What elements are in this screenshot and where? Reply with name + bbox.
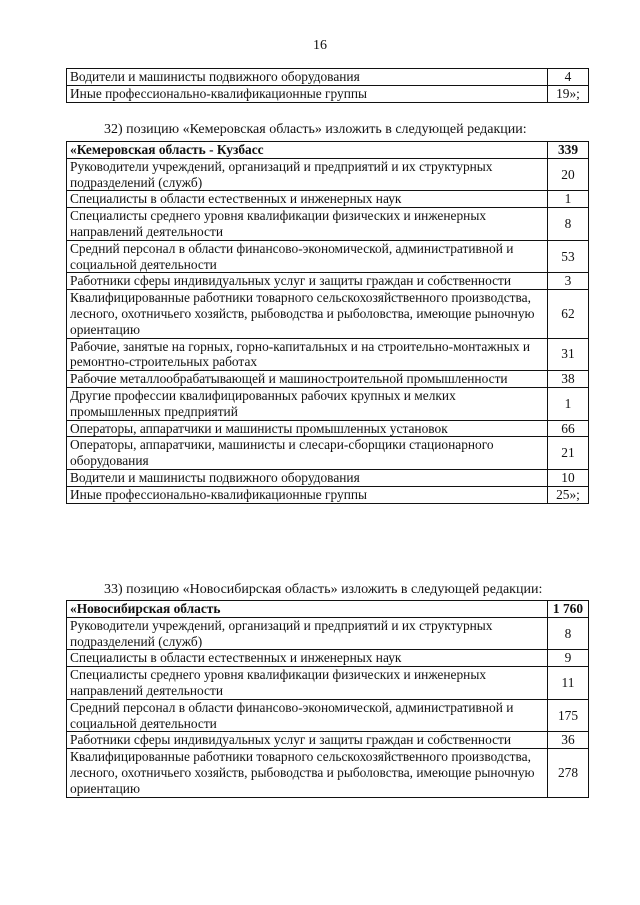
table-row bbox=[67, 85, 589, 102]
occupation-group-count: 36 bbox=[548, 732, 589, 749]
occupation-group-label: Специалисты в области естественных и инженерных наук bbox=[67, 650, 548, 667]
occupation-group-label: Другие профессии квалифицированных рабочих крупных и мелких промышленных предприятий bbox=[67, 387, 548, 420]
occupation-group-label: Средний персонал в области финансово-экономической, административной и социальной деятельности bbox=[67, 699, 548, 732]
table-row bbox=[67, 69, 589, 86]
occupation-group-label: Средний персонал в области финансово-экономической, административной и социальной деятельности bbox=[67, 240, 548, 273]
occupation-group-count: 1 bbox=[548, 191, 589, 208]
occupation-group-count: 31 bbox=[548, 338, 589, 371]
region-name: «Кемеровская область - Кузбасс bbox=[67, 142, 548, 159]
occupation-group-label: Водители и машинисты подвижного оборудования bbox=[67, 69, 548, 86]
occupation-group-label: Рабочие, занятые на горных, горно-капитальных и на строительно-монтажных и ремонтно-строительных работах bbox=[67, 338, 548, 371]
occupation-group-count: 9 bbox=[548, 650, 589, 667]
table-row bbox=[67, 371, 589, 388]
occupation-group-count: 20 bbox=[548, 158, 589, 191]
occupation-group-label: Водители и машинисты подвижного оборудования bbox=[67, 469, 548, 486]
occupation-group-count: 25»; bbox=[548, 486, 589, 503]
occupation-group-label: Операторы, аппаратчики, машинисты и слесари-сборщики стационарного оборудования bbox=[67, 437, 548, 470]
table-header-row bbox=[67, 142, 589, 159]
section-32-intro: 32) позицию «Кемеровская область» изложить в следующей редакции: bbox=[104, 122, 527, 137]
table-row bbox=[67, 617, 589, 650]
table-row bbox=[67, 273, 589, 290]
table-continuation bbox=[66, 68, 589, 103]
occupation-group-label: Иные профессионально-квалификационные группы bbox=[67, 486, 548, 503]
occupation-group-count: 11 bbox=[548, 667, 589, 700]
table-row bbox=[67, 732, 589, 749]
occupation-group-label: Квалифицированные работники товарного сельскохозяйственного производства, лесного, охотничьего хозяйств, рыбоводства и рыболовства, имеющие рыночную ориентацию bbox=[67, 290, 548, 338]
section-33-intro: 33) позицию «Новосибирская область» изложить в следующей редакции: bbox=[104, 582, 543, 597]
page-number: 16 bbox=[313, 38, 327, 53]
occupation-group-label: Руководители учреждений, организаций и предприятий и их структурных подразделений (служб) bbox=[67, 158, 548, 191]
occupation-group-count: 8 bbox=[548, 208, 589, 241]
occupation-group-label: Специалисты в области естественных и инженерных наук bbox=[67, 191, 548, 208]
table-row bbox=[67, 208, 589, 241]
occupation-group-count: 1 bbox=[548, 387, 589, 420]
occupation-group-label: Специалисты среднего уровня квалификации физических и инженерных направлений деятельности bbox=[67, 667, 548, 700]
table-row bbox=[67, 749, 589, 797]
table-row bbox=[67, 158, 589, 191]
table-row bbox=[67, 387, 589, 420]
table-row bbox=[67, 191, 589, 208]
table-row bbox=[67, 667, 589, 700]
occupation-group-count: 8 bbox=[548, 617, 589, 650]
occupation-group-count: 19»; bbox=[548, 85, 589, 102]
occupation-group-label: Руководители учреждений, организаций и предприятий и их структурных подразделений (служб) bbox=[67, 617, 548, 650]
table-header-row bbox=[67, 601, 589, 618]
table-row bbox=[67, 650, 589, 667]
occupation-group-label: Специалисты среднего уровня квалификации физических и инженерных направлений деятельности bbox=[67, 208, 548, 241]
occupation-group-count: 175 bbox=[548, 699, 589, 732]
occupation-group-label: Операторы, аппаратчики и машинисты промышленных установок bbox=[67, 420, 548, 437]
table-row bbox=[67, 338, 589, 371]
table-row bbox=[67, 240, 589, 273]
table-row bbox=[67, 469, 589, 486]
occupation-group-label: Квалифицированные работники товарного сельскохозяйственного производства, лесного, охотничьего хозяйств, рыбоводства и рыболовства, имеющие рыночную ориентацию bbox=[67, 749, 548, 797]
occupation-group-count: 21 bbox=[548, 437, 589, 470]
table-row bbox=[67, 420, 589, 437]
occupation-group-count: 3 bbox=[548, 273, 589, 290]
table-kemerovo bbox=[66, 141, 589, 504]
occupation-group-count: 66 bbox=[548, 420, 589, 437]
region-total: 1 760 bbox=[548, 601, 589, 618]
region-total: 339 bbox=[548, 142, 589, 159]
occupation-group-count: 10 bbox=[548, 469, 589, 486]
table-novosibirsk bbox=[66, 600, 589, 798]
occupation-group-count: 62 bbox=[548, 290, 589, 338]
occupation-group-label: Работники сферы индивидуальных услуг и защиты граждан и собственности bbox=[67, 273, 548, 290]
table-row bbox=[67, 699, 589, 732]
occupation-group-label: Работники сферы индивидуальных услуг и защиты граждан и собственности bbox=[67, 732, 548, 749]
table-row bbox=[67, 437, 589, 470]
region-name: «Новосибирская область bbox=[67, 601, 548, 618]
table-row bbox=[67, 486, 589, 503]
table-row bbox=[67, 290, 589, 338]
occupation-group-count: 53 bbox=[548, 240, 589, 273]
occupation-group-label: Рабочие металлообрабатывающей и машиностроительной промышленности bbox=[67, 371, 548, 388]
occupation-group-label: Иные профессионально-квалификационные группы bbox=[67, 85, 548, 102]
occupation-group-count: 4 bbox=[548, 69, 589, 86]
occupation-group-count: 38 bbox=[548, 371, 589, 388]
occupation-group-count: 278 bbox=[548, 749, 589, 797]
